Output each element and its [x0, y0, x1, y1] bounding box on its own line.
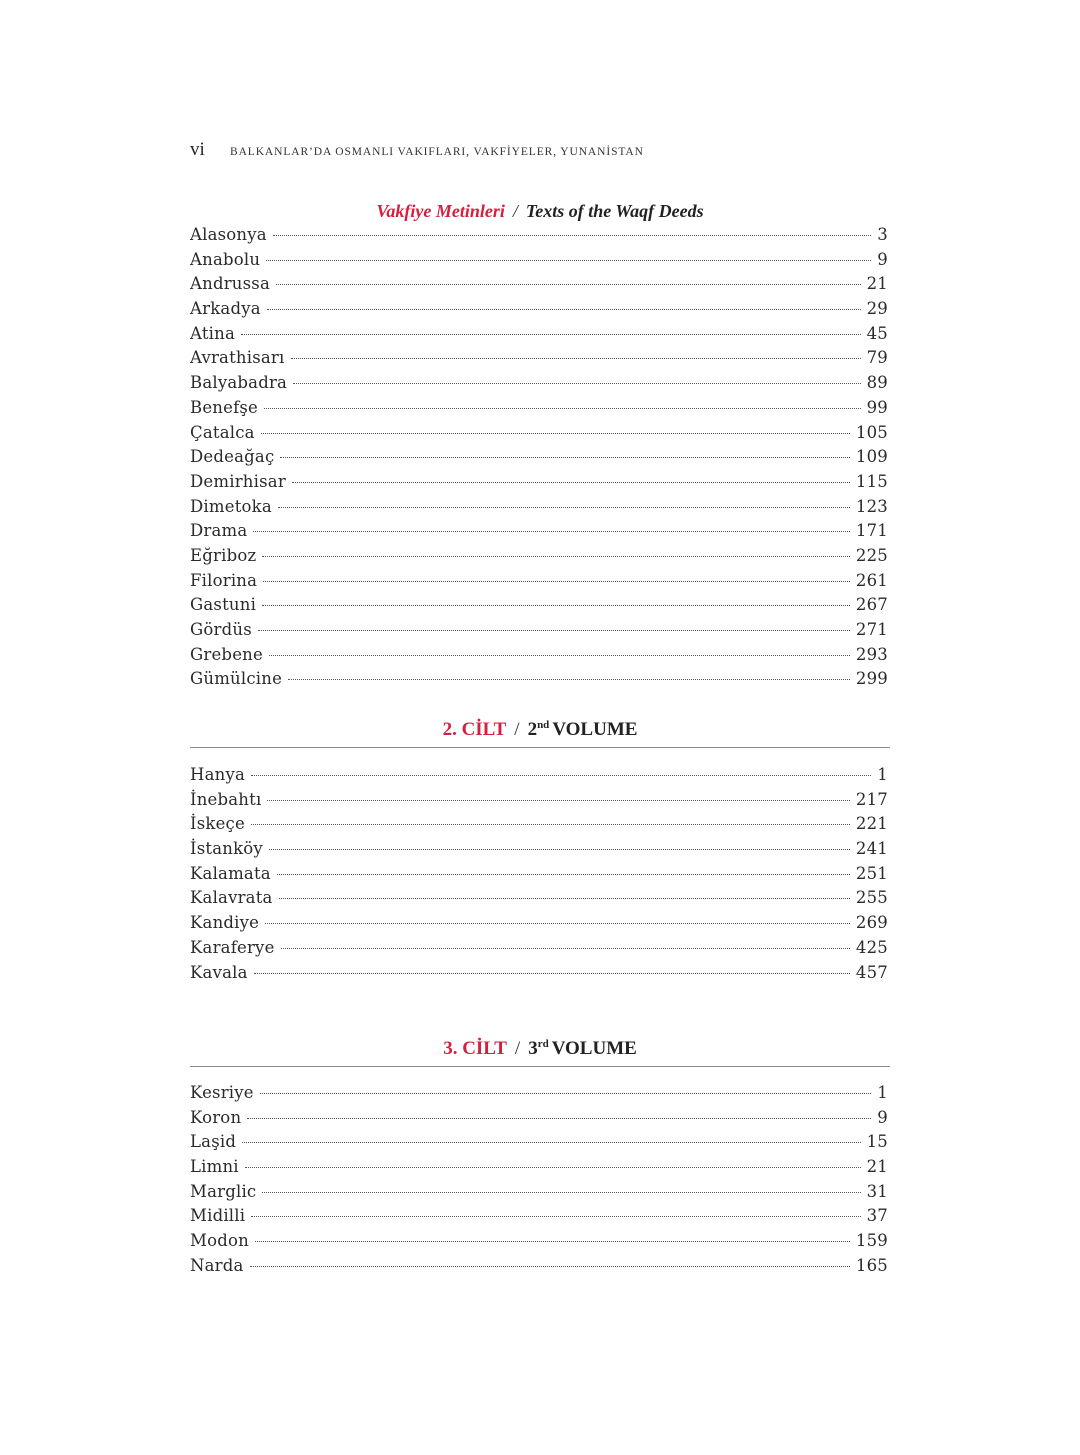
toc-entry-page: 123: [855, 496, 888, 516]
toc-entry: [190, 595, 888, 620]
volume-3-heading-english: [528, 1038, 637, 1059]
toc-entry-page: 425: [855, 937, 888, 957]
dot-leader: [255, 1241, 850, 1242]
running-title: BALKANLAR’DA OSMANLI VAKIFLARI, VAKFİYELER, YUNANİSTAN: [230, 146, 644, 158]
volume-3-number: 3: [528, 1038, 538, 1059]
toc-entry-page: 9: [877, 249, 888, 269]
dot-leader: [251, 775, 871, 776]
dot-leader: [267, 309, 861, 310]
toc-entry: [190, 765, 888, 790]
toc-entry: [190, 645, 888, 670]
section-title-separator: /: [512, 201, 518, 221]
toc-entry-page: 217: [855, 789, 888, 809]
toc-entry: [190, 669, 888, 694]
toc-entry-name: Anabolu: [190, 249, 261, 269]
volume-2-number: 2: [527, 719, 538, 740]
toc-entry-page: 109: [855, 447, 888, 467]
toc-entry: [190, 373, 888, 398]
dot-leader: [288, 679, 850, 680]
toc-entry: [190, 546, 888, 571]
dot-leader: [260, 1093, 872, 1094]
dot-leader: [280, 457, 850, 458]
toc-entry-name: Limni: [190, 1157, 239, 1177]
toc-entry-page: 29: [866, 299, 888, 319]
running-head: [190, 139, 644, 161]
toc-entry-page: 1: [877, 765, 888, 784]
volume-2-heading-separator: /: [514, 719, 520, 740]
dot-leader: [267, 800, 849, 801]
toc-entry-page: 15: [866, 1132, 888, 1152]
toc-entry-page: 3: [877, 225, 888, 244]
volume-3-word: VOLUME: [551, 1038, 637, 1059]
toc-entry-page: 115: [855, 471, 888, 491]
toc-list-volume-2: [190, 765, 888, 987]
toc-entry-page: 45: [866, 323, 888, 343]
section-title: [190, 201, 890, 222]
toc-entry: [190, 274, 888, 299]
volume-3-heading-turkish: 3. CİLT: [443, 1038, 507, 1059]
toc-entry-page: 105: [855, 422, 888, 442]
toc-entry-name: Narda: [190, 1255, 244, 1275]
dot-leader: [264, 408, 861, 409]
volume-2-ordinal-suffix: nd: [537, 719, 550, 731]
dot-leader: [251, 1216, 860, 1217]
toc-entry-page: 241: [855, 839, 888, 859]
toc-entry-name: Atina: [190, 323, 235, 343]
toc-entry: [190, 398, 888, 423]
toc-entry-page: 37: [866, 1206, 888, 1226]
toc-entry-page: 31: [866, 1181, 888, 1201]
volume-3-divider: [190, 1066, 890, 1067]
toc-entry: [190, 790, 888, 815]
toc-list-volume-1: [190, 225, 888, 694]
page-number: vi: [190, 139, 205, 160]
toc-entry: [190, 571, 888, 596]
dot-leader: [262, 556, 850, 557]
dot-leader: [266, 260, 871, 261]
dot-leader: [292, 482, 850, 483]
toc-entry-name: İstanköy: [190, 839, 263, 859]
toc-entry: [190, 1256, 888, 1281]
toc-entry-page: 165: [855, 1255, 888, 1275]
toc-entry-name: Balyabadra: [190, 373, 288, 393]
toc-entry: [190, 521, 888, 546]
toc-entry: [190, 324, 888, 349]
dot-leader: [261, 433, 850, 434]
dot-leader: [281, 948, 850, 949]
toc-entry-page: 267: [855, 595, 888, 615]
toc-entry-page: 299: [855, 669, 888, 689]
toc-entry: [190, 1132, 888, 1157]
toc-entry-page: 171: [855, 521, 888, 541]
toc-entry: [190, 299, 888, 324]
toc-entry: [190, 864, 888, 889]
toc-entry-page: 221: [855, 814, 888, 834]
volume-3-heading: [190, 1038, 890, 1060]
toc-entry-page: 269: [855, 913, 888, 933]
toc-entry: [190, 472, 888, 497]
dot-leader: [293, 383, 861, 384]
toc-entry-name: Grebene: [190, 644, 263, 664]
toc-entry-name: Çatalca: [190, 422, 255, 442]
volume-2-heading: [190, 719, 890, 741]
volume-2-heading-turkish: 2. CİLT: [442, 719, 507, 740]
toc-entry-name: Kalavrata: [190, 888, 273, 908]
toc-entry: [190, 814, 888, 839]
toc-entry: [190, 497, 888, 522]
toc-entry-name: İnebahtı: [190, 789, 262, 809]
toc-entry-name: Eğriboz: [190, 545, 257, 565]
dot-leader: [254, 973, 850, 974]
toc-entry-name: Kavala: [190, 962, 248, 982]
toc-entry-name: Kalamata: [190, 863, 271, 883]
toc-entry: [190, 225, 888, 250]
section-title-english: Texts of the Waqf Deeds: [525, 201, 704, 221]
dot-leader: [250, 1266, 850, 1267]
dot-leader: [262, 605, 850, 606]
dot-leader: [245, 1167, 861, 1168]
toc-entry-name: Modon: [190, 1231, 249, 1251]
toc-entry-name: İskeçe: [190, 814, 245, 834]
dot-leader: [269, 849, 850, 850]
dot-leader: [269, 655, 850, 656]
toc-entry-page: 21: [866, 1157, 888, 1177]
dot-leader: [273, 235, 871, 236]
toc-entry-page: 271: [855, 620, 888, 639]
toc-entry-page: 255: [855, 888, 888, 908]
dot-leader: [262, 1192, 860, 1193]
toc-entry-page: 293: [855, 644, 888, 664]
toc-entry-name: Koron: [190, 1107, 242, 1127]
dot-leader: [241, 334, 861, 335]
dot-leader: [277, 874, 850, 875]
toc-entry: [190, 938, 888, 963]
dot-leader: [263, 581, 850, 582]
toc-entry: [190, 250, 888, 275]
toc-entry-name: Kandiye: [190, 913, 260, 933]
toc-entry-page: 1: [877, 1083, 888, 1102]
toc-entry-name: Marglic: [190, 1181, 257, 1201]
dot-leader: [251, 824, 850, 825]
dot-leader: [265, 923, 850, 924]
toc-entry-name: Midilli: [190, 1206, 246, 1226]
toc-entry-page: 99: [866, 397, 888, 417]
toc-entry-page: 79: [866, 348, 888, 368]
volume-2-word: VOLUME: [552, 719, 638, 740]
dot-leader: [276, 284, 861, 285]
dot-leader: [291, 358, 861, 359]
toc-entry: [190, 963, 888, 988]
toc-entry-name: Karaferye: [190, 937, 275, 957]
toc-entry-name: Filorina: [190, 570, 258, 590]
toc-entry: [190, 839, 888, 864]
toc-entry-name: Gümülcine: [190, 669, 283, 689]
section-title-turkish: Vakfiye Metinleri: [376, 201, 505, 221]
dot-leader: [253, 531, 849, 532]
toc-entry-name: Drama: [190, 521, 248, 541]
toc-entry-name: Arkadya: [190, 299, 261, 319]
toc-entry: [190, 1182, 888, 1207]
toc-entry-page: 89: [866, 373, 888, 393]
toc-entry: [190, 1231, 888, 1256]
toc-entry-name: Avrathisarı: [190, 348, 285, 368]
toc-entry-name: Alasonya: [190, 225, 267, 244]
toc-entry-name: Demirhisar: [190, 471, 286, 491]
volume-2-heading-english: [528, 719, 638, 740]
toc-entry-name: Hanya: [190, 765, 246, 784]
toc-entry: [190, 913, 888, 938]
toc-entry-name: Gastuni: [190, 595, 257, 615]
dot-leader: [247, 1118, 871, 1119]
dot-leader: [279, 898, 850, 899]
volume-3-ordinal-suffix: rd: [537, 1038, 549, 1050]
toc-entry-page: 225: [855, 545, 888, 565]
dot-leader: [278, 507, 850, 508]
toc-entry: [190, 1083, 888, 1108]
toc-entry-page: 261: [855, 570, 888, 590]
toc-entry-page: 159: [855, 1231, 888, 1251]
toc-entry: [190, 348, 888, 373]
toc-entry-name: Laşid: [190, 1132, 237, 1152]
toc-entry-page: 251: [855, 863, 888, 883]
toc-entry-name: Dimetoka: [190, 496, 272, 516]
toc-entry-name: Benefşe: [190, 397, 259, 417]
toc-entry: [190, 1206, 888, 1231]
toc-entry-name: Andrussa: [190, 274, 270, 294]
dot-leader: [242, 1142, 860, 1143]
volume-3-heading-separator: /: [514, 1038, 521, 1059]
toc-entry: [190, 1157, 888, 1182]
toc-entry: [190, 447, 888, 472]
volume-2-divider: [190, 747, 890, 748]
toc-entry-page: 21: [866, 274, 888, 294]
toc-entry: [190, 888, 888, 913]
toc-entry-page: 457: [855, 962, 888, 982]
toc-entry: [190, 423, 888, 448]
toc-entry-name: Kesriye: [190, 1083, 254, 1102]
toc-list-volume-3: [190, 1083, 888, 1281]
dot-leader: [258, 630, 850, 631]
toc-entry-name: Gördüs: [190, 620, 252, 639]
toc-entry-name: Dedeağaç: [190, 447, 275, 467]
toc-entry-page: 9: [877, 1107, 888, 1127]
toc-entry: [190, 620, 888, 645]
toc-entry: [190, 1108, 888, 1133]
